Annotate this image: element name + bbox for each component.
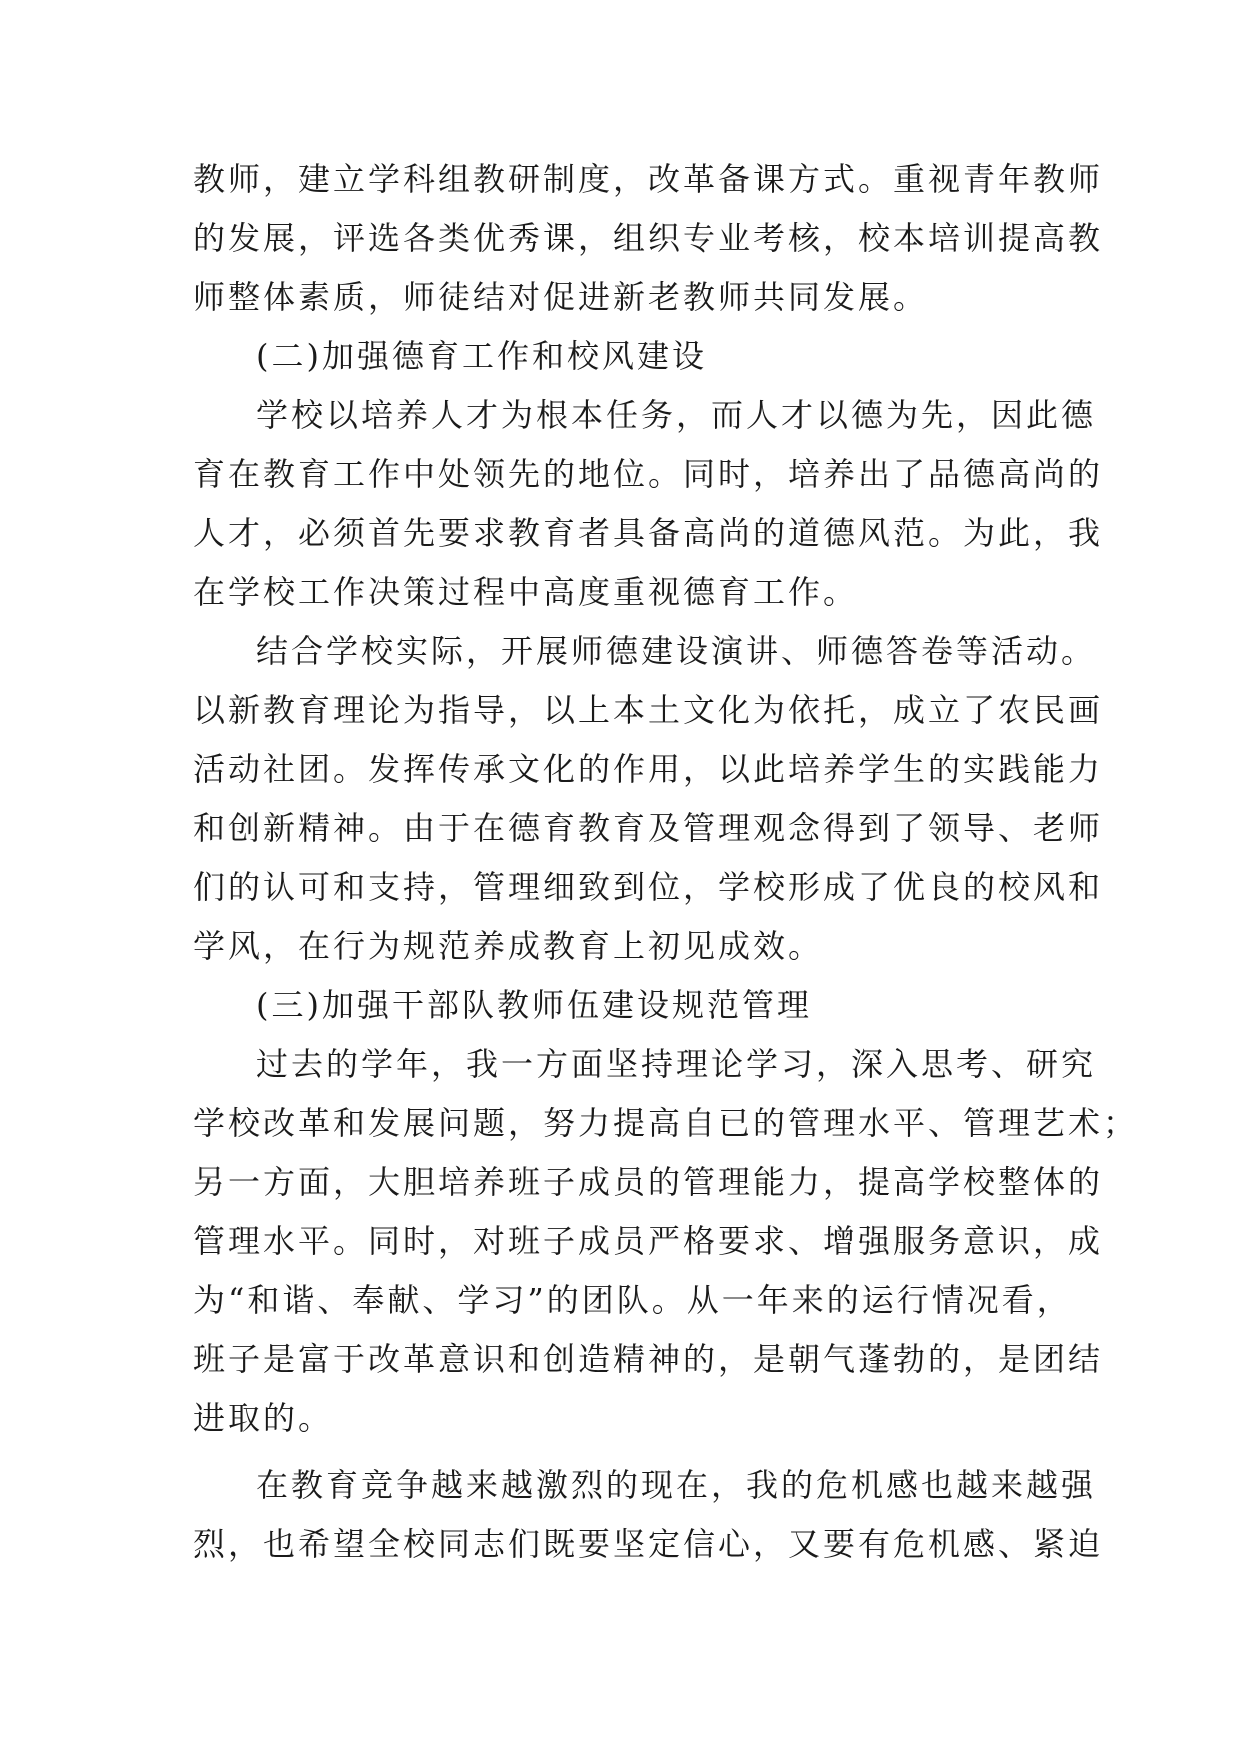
text-line: 过去的学年，我一方面坚持理论学习，深入思考、研究 — [256, 1045, 1097, 1083]
text-line: 的发展，评选各类优秀课，组织专业考核，校本培训提高教 — [193, 219, 1104, 257]
text-line: 班子是富于改革意识和创造精神的，是朝气蓬勃的，是团结 — [193, 1340, 1104, 1378]
text-line: 烈，也希望全校同志们既要坚定信心，又要有危机感、紧迫 — [193, 1525, 1104, 1563]
text-line: 人才，必须首先要求教育者具备高尚的道德风范。为此，我 — [193, 514, 1104, 552]
text-line: 学校改革和发展问题，努力提高自已的管理水平、管理艺术； — [193, 1104, 1139, 1142]
text-line: 学校以培养人才为根本任务，而人才以德为先，因此德 — [256, 396, 1097, 434]
text-line: 师整体素质，师徒结对促进新老教师共同发展。 — [193, 278, 929, 316]
text-line: 进取的。 — [193, 1399, 334, 1437]
text-line: 学风，在行为规范养成教育上初见成效。 — [193, 927, 824, 965]
text-line: 在学校工作决策过程中高度重视德育工作。 — [193, 573, 859, 611]
text-line: 活动社团。发挥传承文化的作用，以此培养学生的实践能力 — [193, 750, 1104, 788]
text-line: 另一方面，大胆培养班子成员的管理能力，提高学校整体的 — [193, 1163, 1104, 1201]
text-line: 在教育竞争越来越激烈的现在，我的危机感也越来越强 — [256, 1466, 1097, 1504]
document-body — [193, 150, 1139, 1574]
text-line: 教师，建立学科组教研制度，改革备课方式。重视青年教师 — [193, 160, 1104, 198]
text-line: 育在教育工作中处领先的地位。同时，培养出了品德高尚的 — [193, 455, 1104, 493]
section-heading: (三)加强干部队教师伍建设规范管理 — [256, 986, 812, 1024]
text-line: 以新教育理论为指导，以上本土文化为依托，成立了农民画 — [193, 691, 1104, 729]
text-line: 结合学校实际，开展师德建设演讲、师德答卷等活动。 — [256, 632, 1097, 670]
text-line: 和创新精神。由于在德育教育及管理观念得到了领导、老师 — [193, 809, 1104, 847]
text-line: 们的认可和支持，管理细致到位，学校形成了优良的校风和 — [193, 868, 1104, 906]
text-line: 为“和谐、奉献、学习”的团队。从一年来的运行情况看， — [193, 1281, 1072, 1319]
section-heading: (二)加强德育工作和校风建设 — [256, 337, 707, 375]
paragraph-gap — [193, 1448, 1073, 1456]
text-line: 管理水平。同时，对班子成员严格要求、增强服务意识，成 — [193, 1222, 1104, 1260]
